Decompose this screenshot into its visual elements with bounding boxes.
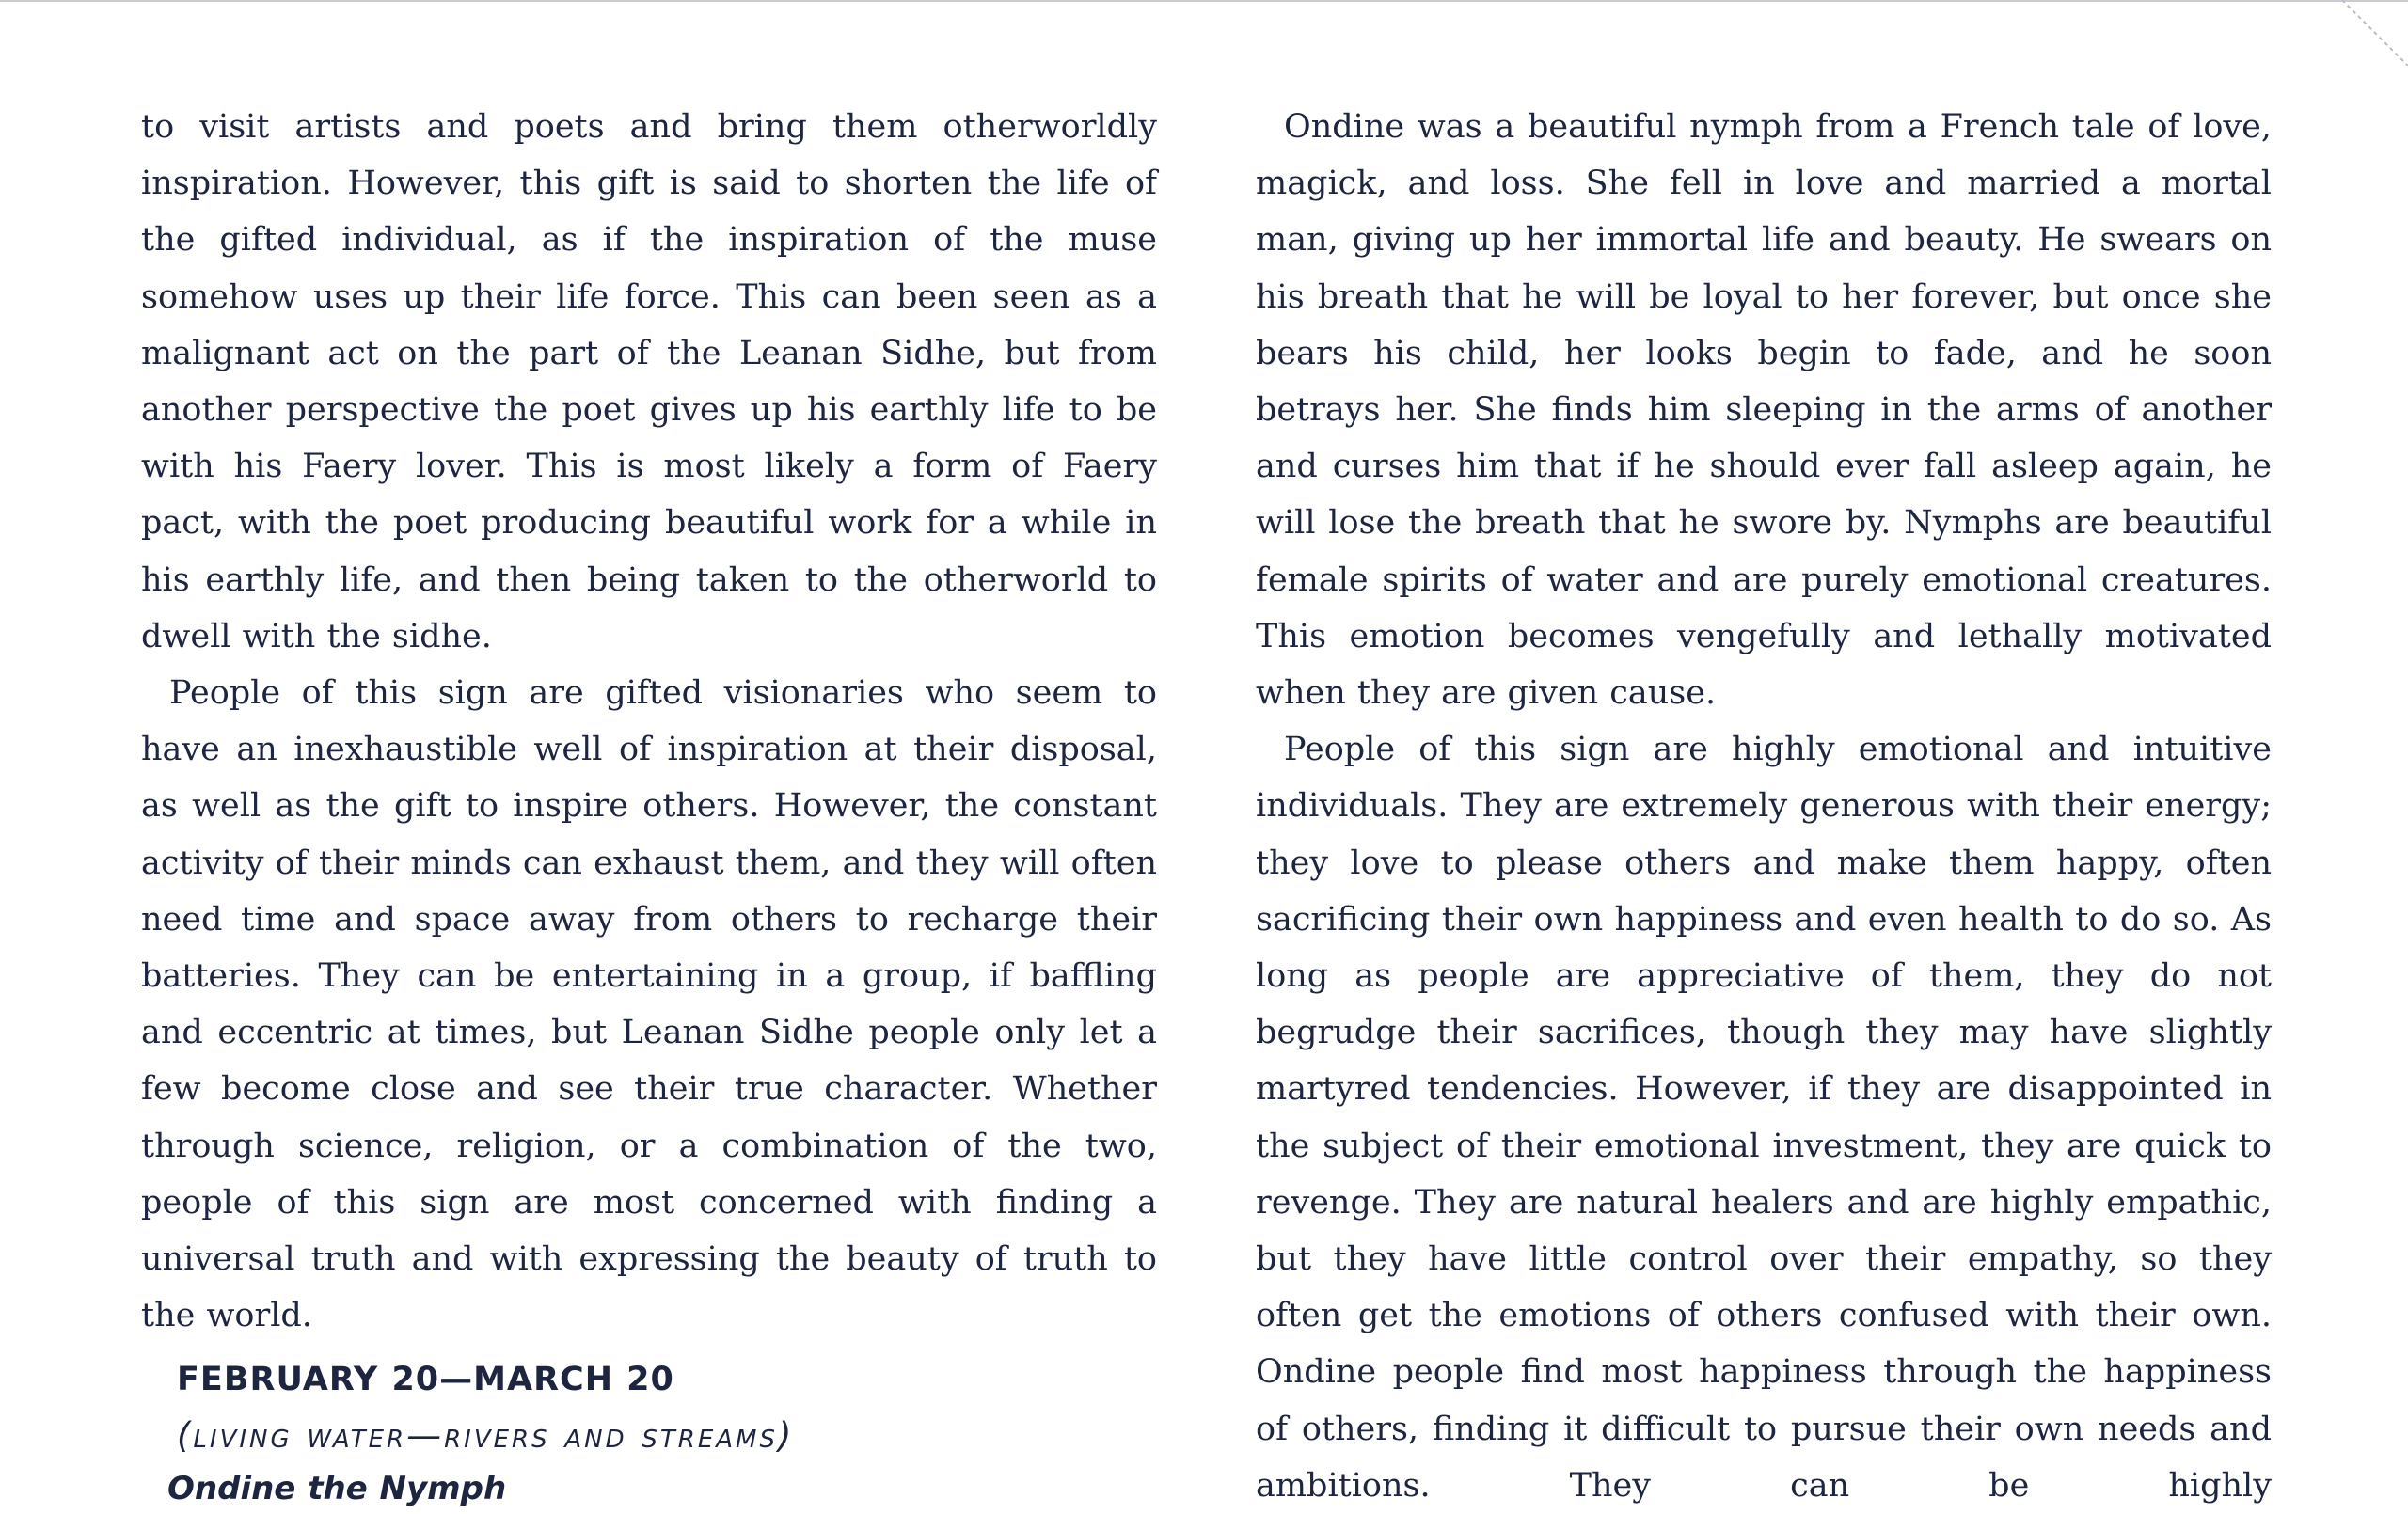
section-title: Ondine the Nymph (167, 1470, 507, 1508)
left-text-column (141, 99, 1157, 1513)
right-text-column (1256, 99, 2272, 1514)
page-turn-corner-icon[interactable] (2342, 0, 2408, 66)
left-paragraph-continued: to visit artists and poets and bring them otherworldly inspiration. However, this gift is said to shorten the life of the gifted individual, as if the inspiration of the muse somehow uses up their life force. This can been seen as a malignant act on the part of the Leanan Sidhe, but from another perspective the poet gives up his earthly life to be with his Faery lover. This is most likely a form of Faery pact, with the poet producing beautiful work for a while in his earthly life, and then being taken to the otherworld to dwell with the sidhe. (141, 108, 1157, 655)
page-top-border (0, 0, 2408, 2)
right-paragraph-sign-traits: People of this sign are highly emotional and intuitive individuals. They are extremely generous with their energy; they love to please others and make them happy, often sacrificing their own happiness and even health to do so. As long as people are appreciative of them, they do not begrudge their sacrifices, though they may have slightly martyred tendencies. However, if they are disappointed in the subject of their emotional investment, they are quick to revenge. They are natural healers and are highly empathic, but they have little control over their empathy, so they often get the emotions of others confused with their own. Ondine people find most happiness through the happiness of others, finding it difficult to pursue their own needs and ambitions. They can be highly (1256, 731, 2272, 1505)
section-date-heading: FEBRUARY 20—MARCH 20 (177, 1361, 674, 1399)
right-paragraph-ondine-tale: Ondine was a beautiful nymph from a French tale of love, magick, and loss. She fell in love and married a mortal man, giving up her immortal life and beauty. He swears on his breath that he will be loyal to her forever, but once she bears his child, her looks begin to fade, and he soon betrays her. She finds him sleeping in the arms of another and curses him that if he should ever fall asleep again, he will lose the breath that he swore by. Nymphs are beautiful female spirits of water and are purely emotional creatures. This emotion becomes vengefully and lethally motivated when they are given cause. (1256, 108, 2272, 713)
left-paragraph-sign-traits: People of this sign are gifted visionaries who seem to have an inexhaustible well of inspiration at their disposal, as well as the gift to inspire others. However, the constant activity of their minds can exhaust them, and they will often need time and space away from others to recharge their batteries. They can be entertaining in a group, if baffling and eccentric at times, but Leanan Sidhe people only let a few become close and see their true character. Whether through science, religion, or a combination of the two, people of this sign are most concerned with finding a universal truth and with expressing the beauty of truth to the world. (141, 674, 1157, 1335)
section-element-subheading: (living water—rivers and streams) (177, 1415, 795, 1457)
